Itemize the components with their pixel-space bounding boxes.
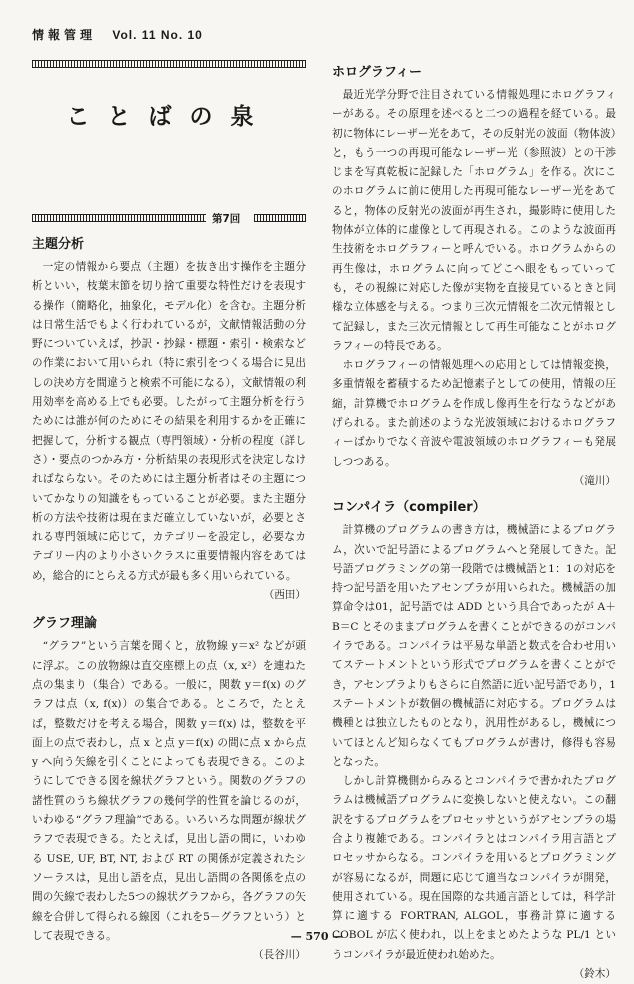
article-paragraph: “グラフ”という言葉を聞くと，放物線 y＝x² などが頭に浮ぶ。この放物線は直交座標上の点（x, x²）を連ねた点の集まり（集合）である。一般に，関数 y＝f(x) のグラフは点（x, f(x)）の集合である。ところで，たとえば，整数だけを考える場合，関数 y＝f(x) は，整数を平面上の点で表わし，点 x と点 y＝f(x) の間に点 x から点 y へ向う矢線を引くことによっても表現できる。このようにしてできる図を線状グラフという。関数のグラフの諸性質のうち線状グラフの幾何学的性質を論じるのが，いわゆる“グラフ理論”である。いろいろな問題が線状グラフで表現できる。たとえば，見出し語の間に，いわゆる USE, UF, BT, NT, および RT の関係が定義されたシソーラスは，見出し語を点，見出し語間の各関係を点の間の矢線で表わした5つの線状グラフから，各グラフの矢線を合併して得られる線図（これを5－グラフという）として表現できる。 bbox=[32, 640, 306, 942]
series-row bbox=[32, 210, 306, 226]
article-paragraph: しかし計算機側からみるとコンパイラで書かれたプログラムは機械語プログラムに変換しないと使えない。この翻訳をするプログラムをプロセッサというがアセンブラの場合より複雑である。コンパイラとはコンパイラ用言語とプロセッサからなる。コンパイラを用いるとプログラミングが容易になるが，問題に応じて適当なコンパイラが開発，使用されている。現在国際的な共通言語としては，科学計算に適する FORTRAN, ALGOL，事務計算に適する COBOL が広く使われ，以上をまとめたような PL/1 というコンパイラが最近使われ始めた。 bbox=[332, 775, 616, 961]
page-number: — 570 — bbox=[290, 930, 344, 943]
article-paragraph: ホログラフィーの情報処理への応用としては情報変換，多重情報を蓄積するため記憶素子としての使用，情報の圧縮，計算機でホログラムを作成し像再生を行なうなどがあげられる。また前述のような光波領域におけるホログラフィーばかりでなく音波や電波領域のホログラフィーも発展しつつある。 bbox=[332, 359, 616, 468]
right-column bbox=[332, 60, 616, 984]
series-rule bbox=[32, 214, 206, 222]
article-paragraph: 計算機のプログラムの書き方は，機械語によるプログラム，次いで記号語によるプログラムへと発展してきた。記号語プログラミングの第一段階では機械語と1：1の対応を持つ記号語を用いたアセンブラが用いられた。機械語の加算命令は01，記号語では ADD という具合であったが A＋B＝C とそのままプログラムを書くことができるのがコンパイラである。コンパイラは平易な単語と数式を合わせ用いてステートメントという形式でプログラムを書くことができ，アセンブラよりもさらに自然語に近い記号語であり，1ステートメントが数個の機械語に対応する。プログラムは機種とは独立したものとなり，汎用性があるし，機械についてほとんど知らなくてもプログラムが書け，修得も容易となった。 bbox=[332, 524, 616, 768]
series-label: 第7回 bbox=[212, 213, 241, 225]
volume-issue: Vol. 11 No. 10 bbox=[112, 28, 203, 42]
article-heading: 主題分析 bbox=[32, 237, 85, 252]
journal-name: 情報管理 bbox=[32, 28, 97, 42]
left-column bbox=[32, 60, 306, 965]
article-heading: グラフ理論 bbox=[32, 616, 98, 632]
article-paragraph: 一定の情報から要点（主題）を抜き出す操作を主題分析といい，枝葉末節を切り捨て重要な特性だけを表現する操作（簡略化，抽象化，モデル化）を含む。主題分析は日常生活でもよく行われているが，文献情報活動の分野についていえば，抄訳・抄録・標題・索引・検索などの作業において用いられ（特に索引をつくる場合に見出しの決め方を間違うと検索不可能になる），文献情報の利用効率を高める上でも必要。したがって主題分析を行うためには誰が何のためにその結果を利用するかを正確に把握して，分析する観点（専門領域）・分析の程度（詳しさ）・要点のつかみ方・分析結果の表現形式を決定しなければならない。そのためには主題分析者はその主題についてかなりの知識をもっていることが必要。また主題分析の方法や技術は現在まだ確立していないが，必要とされる専門領域に応じて，カテゴリーを設定し，必要なカテゴリー内のより小さいクラスに重要情報内容をあてはめ，総合的にとらえる方式が最も多く用いられている。 bbox=[32, 261, 306, 582]
article-author: （鈴木） bbox=[573, 968, 616, 981]
running-header bbox=[32, 26, 203, 43]
page-title: ことばの泉 bbox=[66, 104, 272, 130]
article-author: （西田） bbox=[263, 589, 306, 602]
article-heading: ホログラフィー bbox=[332, 65, 422, 80]
title-block bbox=[32, 60, 306, 210]
article-subject-analysis bbox=[32, 236, 306, 605]
title-rule-top bbox=[32, 60, 306, 68]
article-graph-theory bbox=[32, 615, 306, 965]
article-paragraph: 最近光学分野で注目されている情報処理にホログラフィーがある。その原理を述べると二つの過程を経ている。最初に物体にレーザー光をあて，その反射光の波面（物体波）と，もう一つの再現可能なレーザー光（参照波）との干渉じまを写真乾板に記録した「ホログラム」を作る。次にこのホログラムに前に使用した再現可能なレーザー光をあてると，物体の反射光の波面が再生され，撮影時に使用した物体が立体的に虚像として再現される。このような波面再生技術をホログラフィーと呼んでいる。ホログラムからの再生像は，ホログラムに向ってどこへ眼をもっていっても，その視線に対応した像が実物を直接見ているときと同様な立体感を与える。つまり三次元情報を二次元情報として記録し，また三次元情報として再生可能なことがホログラフィーの特長である。 bbox=[332, 89, 616, 352]
article-author: （長谷川） bbox=[253, 949, 306, 962]
article-heading: コンパイラ（compiler） bbox=[332, 500, 486, 516]
article-author: （滝川） bbox=[573, 474, 616, 487]
series-rule-right bbox=[254, 214, 306, 222]
article-compiler bbox=[332, 499, 616, 984]
article-holography bbox=[332, 64, 616, 491]
